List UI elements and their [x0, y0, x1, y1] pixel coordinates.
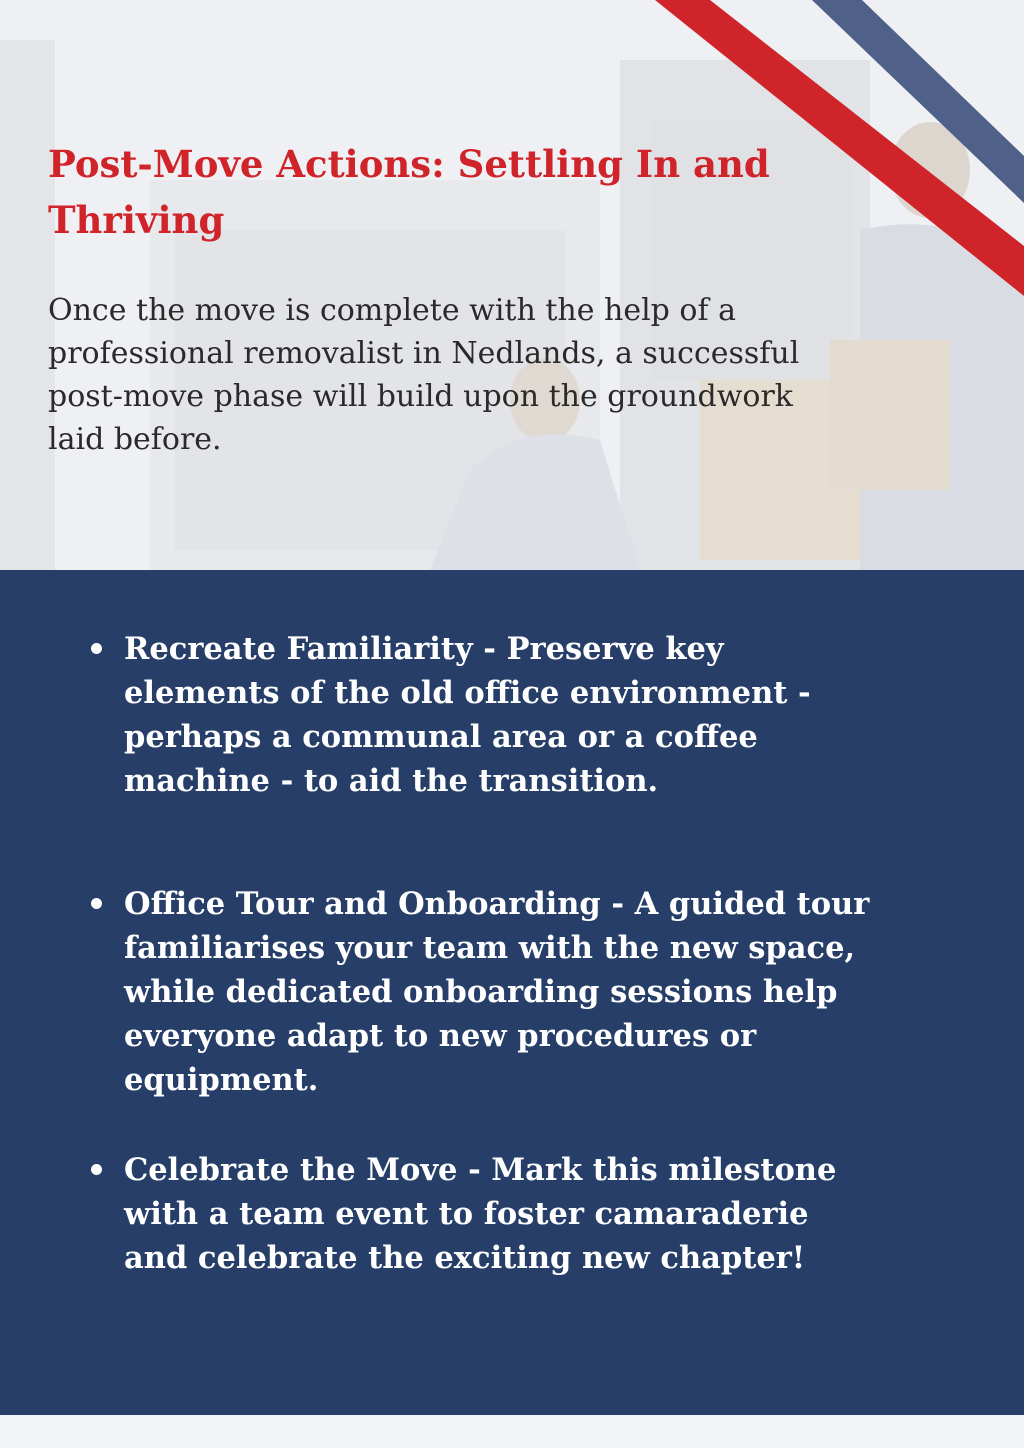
list-item-text: Office Tour and Onboarding - A guided tour familiarises your team with the new space, while dedicated onboarding sessions help everyone adapt to new procedures or equipment. — [124, 886, 870, 1098]
hero-section — [0, 0, 1024, 570]
bullet-icon — [91, 1164, 102, 1175]
footer-strip — [0, 1415, 1024, 1448]
list-item — [86, 882, 876, 1102]
list-item — [86, 1148, 876, 1280]
list-item — [86, 627, 876, 803]
list-item-text: Celebrate the Move - Mark this milestone with a team event to foster camaraderie and celebrate the exciting new chapter! — [124, 1152, 837, 1276]
bullet-icon — [91, 643, 102, 654]
bullet-icon — [91, 898, 102, 909]
page-title: Post-Move Actions: Settling In and Thriving — [48, 142, 770, 242]
list-item-text: Recreate Familiarity - Preserve key elements of the old office environment - perhaps a communal area or a coffee machine - to aid the transition. — [124, 631, 811, 799]
actions-panel — [0, 570, 1024, 1415]
intro-paragraph: Once the move is complete with the help of a professional removalist in Nedlands, a successful post-move phase will build upon the groundwork laid before. — [48, 293, 800, 457]
diagonal-stripes-decoration — [0, 0, 1024, 570]
